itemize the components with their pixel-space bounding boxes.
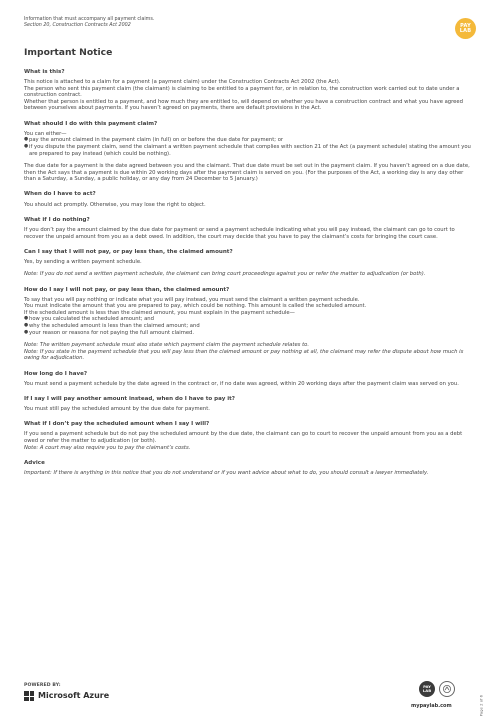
- section-heading: When do I have to act?: [24, 191, 96, 198]
- bullet-icon: ●: [24, 144, 29, 150]
- section-heading: How do I say I will not pay, or pay less than, the claimed amount?: [24, 286, 230, 293]
- note-text: Note: The written payment schedule must also state which payment claim the payment schedule relates to.: [24, 342, 310, 349]
- pay-lab-logo: [455, 18, 476, 39]
- microsoft-azure-text: Microsoft Azure: [38, 691, 110, 700]
- section-heading: Advice: [24, 459, 45, 466]
- section-what-should-i-do: [24, 121, 476, 183]
- pay-lab-logo-text: PAY LAB: [459, 22, 472, 34]
- section-heading: What should I do with this payment claim?: [24, 120, 158, 127]
- section-heading: What if I do nothing?: [24, 216, 90, 223]
- partner-badge-icon: [439, 681, 455, 697]
- paragraph: You must indicate the amount that you are prepared to pay, which could be nothing. This amount is called the scheduled amount.: [24, 303, 367, 310]
- section-advice: [24, 460, 476, 477]
- section-when-act: [24, 191, 476, 208]
- page-title: Important Notice: [24, 47, 113, 58]
- paragraph: If you don’t pay the amount claimed by the due date for payment or send a payment schedule indicating what you will pay instead, the claimant can go to court to recover the unpaid amount from you as a debt owed. In addition, the court may decide that you have to pay the claimant’s costs for bringing the court case.: [24, 226, 455, 240]
- bullet-icon: ●: [24, 323, 29, 329]
- notice-content: [24, 69, 476, 485]
- bullet-text: your reason or reasons for not paying the full amount claimed.: [29, 329, 195, 336]
- paragraph: Yes, by sending a written payment schedule.: [24, 258, 142, 265]
- section-what-if-nothing: [24, 217, 476, 240]
- section-heading: Can I say that I will not pay, or pay less than, the claimed amount?: [24, 248, 233, 255]
- pay-lab-footer-logo: [419, 681, 435, 697]
- bullet-icon: ●: [24, 316, 29, 322]
- paragraph: To say that you will pay nothing or indicate what you will pay instead, you must send the claimant a written payment schedule.: [24, 296, 360, 303]
- paragraph: You must still pay the scheduled amount by the due date for payment.: [24, 405, 210, 412]
- section-dont-pay-scheduled: [24, 421, 476, 451]
- bullet-text: how you calculated the scheduled amount; and: [29, 316, 154, 323]
- section-how-long: [24, 371, 476, 388]
- bullet-text: pay the amount claimed in the payment claim (in full) on or before the due date for payment; or: [29, 137, 284, 144]
- footer-branding: [411, 681, 467, 715]
- bullet-item: [24, 137, 476, 144]
- pay-lab-footer-logo-text: PAY LAB: [422, 684, 432, 693]
- paragraph: You should act promptly. Otherwise, you may lose the right to object.: [24, 201, 206, 208]
- paragraph: Whether that person is entitled to a payment, and how much they are entitled to, will depend on whether you have a construction contract and what you have agreed between yourselves about payments. If you haven’t agreed on payments, there are default provisions in the Act.: [24, 98, 463, 112]
- paragraph: This notice is attached to a claim for a payment (a payment claim) under the Construction Contracts Act 2002 (the Act).: [24, 79, 341, 86]
- website-link[interactable]: mypaylab.com: [411, 703, 452, 709]
- section-another-amount: [24, 396, 476, 413]
- paragraph: If the scheduled amount is less than the claimed amount, you must explain in the payment schedule—: [24, 309, 295, 316]
- bullet-item: [24, 323, 476, 330]
- bullet-item: [24, 330, 476, 337]
- section-heading: How long do I have?: [24, 370, 88, 377]
- paragraph: You must send a payment schedule by the date agreed in the contract or, if no date was agreed, within 20 working days after the payment claim was served on you.: [24, 380, 459, 387]
- bullet-icon: ●: [24, 137, 29, 143]
- section-how-do-i-say: [24, 287, 476, 362]
- header-line-2: Section 20, Construction Contracts Act 2002: [24, 23, 131, 29]
- document-header: [24, 17, 154, 29]
- paragraph: The person who sent this payment claim (the claimant) is claiming to be entitled to a payment for, or in relation to, the construction work carried out to date under a construction contract.: [24, 85, 460, 99]
- section-heading: If I say I will pay another amount instead, when do I have to pay it?: [24, 395, 236, 402]
- section-can-i-say: [24, 249, 476, 278]
- note-text: Note: If you do not send a written payment schedule, the claimant can bring court proceedings against you or refer the matter to adjudication (or both).: [24, 271, 426, 278]
- badge-emblem-icon: [442, 684, 452, 694]
- microsoft-azure-brand: [24, 691, 109, 701]
- note-text: Note: If you state in the payment schedule that you will pay less than the claimed amount or pay nothing at all, the claimant may refer the dispute about how much is owing for adjudication.: [24, 348, 464, 362]
- section-heading: What is this?: [24, 69, 65, 75]
- paragraph: The due date for a payment is the date agreed between you and the claimant. That due date must be set out in the payment claim. If you haven’t agreed on a due date, then the Act says that a payment is due within 20 working days after the payment claim is served on you. (For the purposes of the Act, a working day is any day other than a Saturday, a Sunday, a public holiday, or any day from 24 December to 5 January.): [24, 163, 470, 183]
- powered-by-block: [24, 683, 109, 701]
- bullet-icon: ●: [24, 329, 29, 335]
- section-heading: What if I don’t pay the scheduled amount when I say I will?: [24, 421, 210, 428]
- bullet-text: why the scheduled amount is less than the claimed amount; and: [29, 323, 200, 330]
- microsoft-logo-icon: [24, 691, 34, 701]
- header-line-1: Information that must accompany all payment claims.: [24, 17, 155, 22]
- page-number: Page 2 of 6: [478, 695, 483, 717]
- section-what-is-this: [24, 69, 476, 112]
- paragraph: You can either—: [24, 130, 67, 137]
- powered-by-label: POWERED BY:: [24, 683, 61, 688]
- note-text: Note: A court may also require you to pay the claimant’s costs.: [24, 444, 191, 451]
- bullet-item: [24, 316, 476, 323]
- bullet-text: if you dispute the payment claim, send the claimant a written payment schedule that complies with section 21 of the Act (a payment schedule) stating the amount you are prepared to pay instead (which could be nothing).: [29, 144, 471, 157]
- important-note: Important: If there is anything in this notice that you do not understand or if you want advice about what to do, you should consult a lawyer immediately.: [24, 469, 429, 476]
- paragraph: If you send a payment schedule but do not pay the scheduled amount by the due date, the claimant can go to court to recover the unpaid amount from you as a debt owed or refer the matter to adjudication (or both).: [24, 431, 463, 444]
- bullet-item: [24, 144, 476, 157]
